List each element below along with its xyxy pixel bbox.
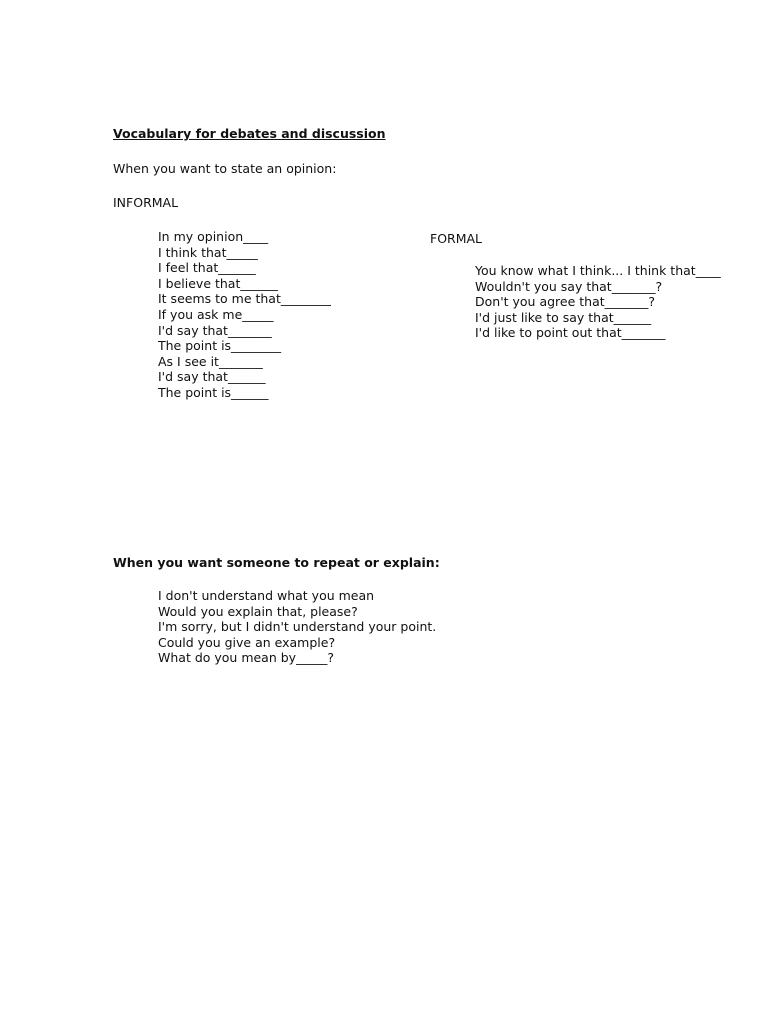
formal-phrase-list	[475, 263, 721, 341]
informal-phrase: The point is______	[158, 384, 269, 400]
informal-phrase: In my opinion____	[158, 229, 269, 244]
intro-text: When you want to state an opinion:	[113, 161, 337, 176]
informal-phrase: As I see it_______	[158, 353, 263, 369]
repeat-phrase: Could you give an example?	[158, 634, 336, 650]
informal-phrase: It seems to me that________	[158, 291, 331, 307]
informal-phrase: The point is________	[158, 338, 282, 354]
informal-phrase: I feel that______	[158, 260, 256, 276]
document-title: Vocabulary for debates and discussion	[113, 126, 386, 141]
informal-phrase: I think that_____	[158, 244, 258, 260]
repeat-phrase-list	[158, 588, 436, 666]
informal-phrase: I believe that______	[158, 275, 278, 291]
repeat-phrase: What do you mean by_____?	[158, 650, 334, 666]
informal-phrase: If you ask me_____	[158, 306, 274, 322]
repeat-phrase: I'm sorry, but I didn't understand your point.	[158, 619, 437, 635]
formal-phrase: Don't you agree that_______?	[475, 294, 656, 310]
informal-phrase: I'd say that_______	[158, 322, 272, 338]
formal-phrase: I'd just like to say that______	[475, 309, 652, 325]
informal-phrase: I'd say that______	[158, 369, 266, 385]
formal-phrase: You know what I think... I think that____	[475, 263, 721, 278]
repeat-section-title: When you want someone to repeat or explain:	[113, 555, 440, 570]
informal-phrase-list	[158, 229, 331, 401]
informal-label: INFORMAL	[113, 195, 179, 210]
repeat-phrase: Would you explain that, please?	[158, 603, 358, 619]
formal-phrase: I'd like to point out that_______	[475, 325, 666, 341]
formal-label: FORMAL	[430, 231, 483, 246]
repeat-phrase: I don't understand what you mean	[158, 588, 375, 603]
formal-phrase: Wouldn't you say that_______?	[475, 278, 663, 294]
